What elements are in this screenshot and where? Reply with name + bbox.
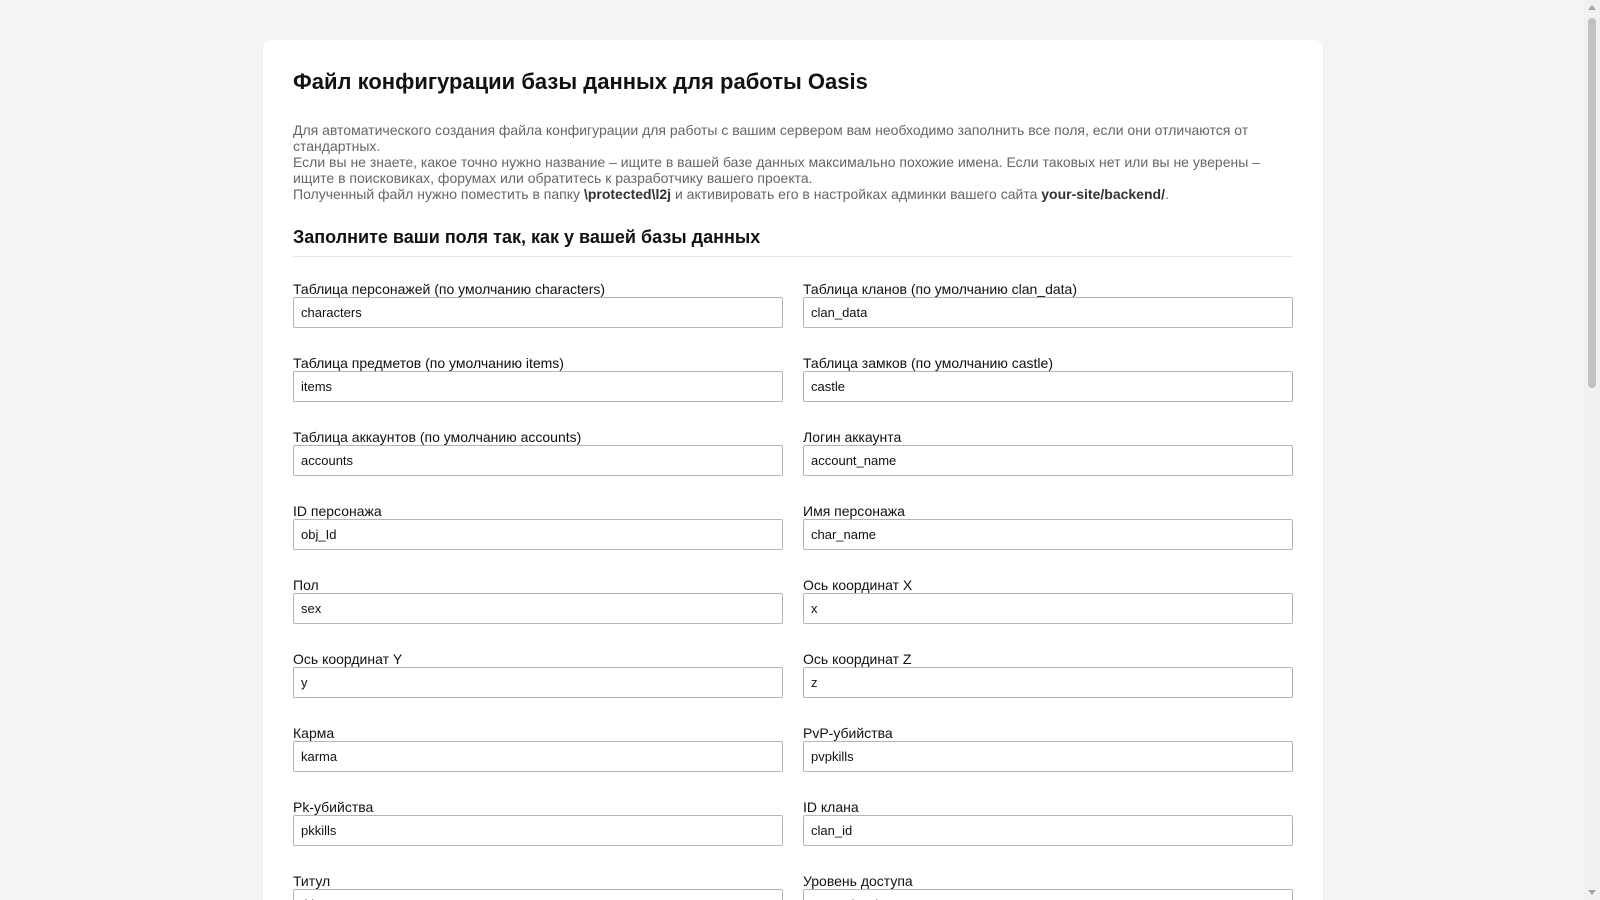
items-table-input[interactable] (293, 371, 783, 402)
field-label: Ось координат X (803, 577, 913, 593)
field-access-level (803, 873, 1293, 900)
fields-grid (293, 281, 1293, 900)
field-character-name (803, 503, 1293, 577)
field-label: Pk-убийства (293, 799, 374, 815)
vertical-scrollbar[interactable] (1584, 0, 1600, 900)
field-label: Имя персонажа (803, 503, 905, 519)
section-title: Заполните ваши поля так, как у вашей базы данных (293, 225, 1293, 257)
scroll-up-arrow-icon[interactable] (1588, 5, 1596, 10)
field-castle-table (803, 355, 1293, 429)
field-label: ID клана (803, 799, 859, 815)
field-label: Ось координат Z (803, 651, 912, 667)
intro-line-3-suffix: . (1164, 186, 1169, 202)
coord-z-input[interactable] (803, 667, 1293, 698)
clan-id-input[interactable] (803, 815, 1293, 846)
field-label: Таблица замков (по умолчанию castle) (803, 355, 1053, 371)
field-karma (293, 725, 783, 799)
intro-line-2: Если вы не знаете, какое точно нужно название – ищите в вашей базе данных максимально похожие имена. Если таковых нет или вы не уверены – ищите в поисковиках, форумах или обратитесь к разработчику вашего проекта. (293, 154, 1260, 186)
intro-line-3-middle: и активировать его в настройках админки вашего сайта (671, 186, 1042, 202)
coord-x-input[interactable] (803, 593, 1293, 624)
field-label: Таблица персонажей (по умолчанию characters) (293, 281, 606, 297)
field-clan-id (803, 799, 1293, 873)
field-sex (293, 577, 783, 651)
field-character-id (293, 503, 783, 577)
field-label: Таблица кланов (по умолчанию clan_data) (803, 281, 1077, 297)
field-label: Таблица аккаунтов (по умолчанию accounts) (293, 429, 582, 445)
intro-line-3-prefix: Полученный файл нужно поместить в папку (293, 186, 584, 202)
folder-path: \protected\l2j (583, 186, 672, 202)
intro-line-1: Для автоматического создания файла конфигурации для работы с вашим сервером вам необходимо заполнить все поля, если они отличаются от стандартных. (293, 122, 1249, 154)
character-name-input[interactable] (803, 519, 1293, 550)
sex-input[interactable] (293, 593, 783, 624)
intro-text (293, 122, 1293, 202)
field-accounts-table (293, 429, 783, 503)
coord-y-input[interactable] (293, 667, 783, 698)
access-level-input[interactable] (803, 889, 1293, 900)
account-login-input[interactable] (803, 445, 1293, 476)
characters-table-input[interactable] (293, 297, 783, 328)
field-label: Уровень доступа (803, 873, 913, 889)
field-label: Таблица предметов (по умолчанию items) (293, 355, 564, 371)
field-label: Пол (293, 577, 319, 593)
field-account-login (803, 429, 1293, 503)
title-input[interactable] (293, 889, 783, 900)
page-title: Файл конфигурации базы данных для работы Oasis (293, 69, 868, 94)
field-coord-x (803, 577, 1293, 651)
scroll-thumb[interactable] (1588, 18, 1596, 388)
karma-input[interactable] (293, 741, 783, 772)
field-pvp-kills (803, 725, 1293, 799)
field-label: Логин аккаунта (803, 429, 902, 445)
field-characters-table (293, 281, 783, 355)
field-label: PvP-убийства (803, 725, 893, 741)
field-label: Ось координат Y (293, 651, 403, 667)
intro-line-3 (293, 186, 1293, 202)
field-coord-y (293, 651, 783, 725)
field-title (293, 873, 783, 900)
admin-site-path: your-site/backend/ (1041, 186, 1165, 202)
field-label: ID персонажа (293, 503, 382, 519)
pk-kills-input[interactable] (293, 815, 783, 846)
field-label: Титул (293, 873, 331, 889)
field-items-table (293, 355, 783, 429)
pvp-kills-input[interactable] (803, 741, 1293, 772)
castle-table-input[interactable] (803, 371, 1293, 402)
accounts-table-input[interactable] (293, 445, 783, 476)
field-clan-table (803, 281, 1293, 355)
scroll-down-arrow-icon[interactable] (1588, 890, 1596, 895)
field-coord-z (803, 651, 1293, 725)
clan-table-input[interactable] (803, 297, 1293, 328)
field-pk-kills (293, 799, 783, 873)
field-label: Карма (293, 725, 335, 741)
character-id-input[interactable] (293, 519, 783, 550)
config-card (263, 40, 1323, 900)
